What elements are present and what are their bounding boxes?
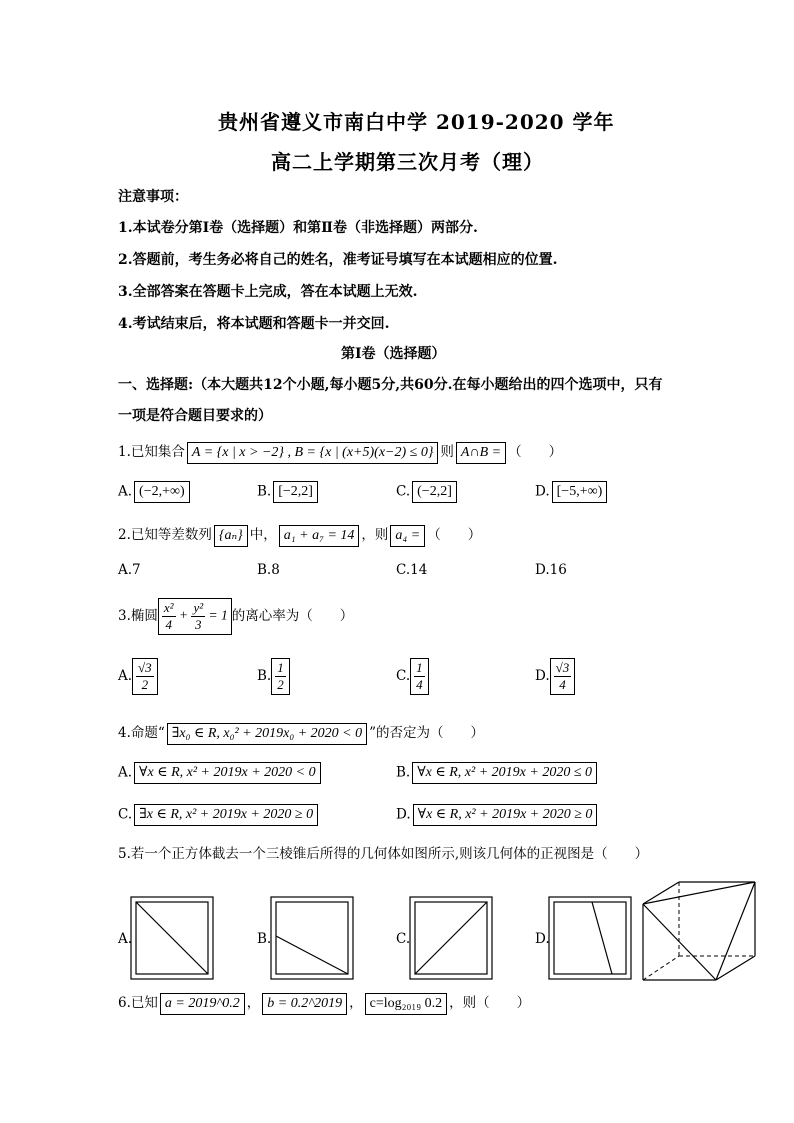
q2-option-b: B.8 bbox=[257, 562, 280, 578]
q2-math-sequence: {aₙ} bbox=[214, 525, 248, 547]
q5-option-d-view bbox=[548, 896, 632, 980]
question-2: 2.已知等差数列 {aₙ} 中， a₁ + a₇ = 14 ，则 a₄ = （ ） bbox=[118, 523, 481, 547]
q1-option-math: (−2,+∞) bbox=[134, 481, 190, 503]
q4-option-a: A. ∀x ∈ R, x² + 2019x + 2020 < 0 bbox=[118, 762, 323, 784]
q3-option-c: C. $\frac{1}{4}$ bbox=[396, 658, 429, 695]
q1-option-math: [−2,2] bbox=[273, 481, 318, 503]
section-intro-2: 一项是符合题目要求的） bbox=[118, 408, 272, 424]
q1-suffix: （ ） bbox=[508, 444, 563, 460]
notes-heading: 注意事项： bbox=[118, 189, 188, 205]
note-item: 3.全部答案在答题卡上完成，答在本试题上无效. bbox=[118, 284, 418, 300]
title-line-2: 高二上学期第三次月考（理） bbox=[271, 150, 544, 174]
q5-option-d-label: D. bbox=[535, 931, 550, 947]
q5-solid-figure bbox=[641, 880, 761, 982]
title-line-1: 贵州省遵义市南白中学 2019-2020 学年 bbox=[218, 110, 615, 134]
q1-prefix: 1.已知集合 bbox=[118, 444, 185, 460]
q3-option-a: A. $\frac{√3}{2}$ bbox=[118, 658, 158, 695]
note-item: 2.答题前，考生务必将自己的姓名，准考证号填写在本试题相应的位置. bbox=[118, 252, 558, 268]
q5-option-b-view bbox=[270, 896, 354, 980]
q2-math-condition: a₁ + a₇ = 14 bbox=[279, 525, 360, 547]
question-6: 6.已知 a = 2019^0.2 ， b = 0.2^2019 ， c=log₂₀₁₉ 0.2 ，则（ ） bbox=[118, 991, 530, 1015]
q5-option-c-view bbox=[409, 896, 493, 980]
q1-math-intersection: A∩B = bbox=[456, 442, 506, 464]
q4-option-c: C. ∃x ∈ R, x² + 2019x + 2020 ≥ 0 bbox=[118, 804, 320, 826]
q6-math-a: a = 2019^0.2 bbox=[160, 993, 245, 1015]
question-4: 4.命题“ ∃x₀ ∈ R, x₀² + 2019x₀ + 2020 < 0 ”的否定为（ ） bbox=[118, 721, 484, 745]
q1-option-math: (−2,2] bbox=[412, 481, 457, 503]
question-1 bbox=[118, 440, 562, 464]
q3-ellipse-equation: $\frac{\text{x²}}{4}$ + $\frac{\text{y²}}{3}$ = 1 bbox=[158, 598, 232, 635]
q4-option-d: D. ∀x ∈ R, x² + 2019x + 2020 ≥ 0 bbox=[396, 804, 599, 826]
q1-option-math: [−5,+∞) bbox=[552, 481, 608, 503]
q5-option-c-label: C. bbox=[396, 931, 411, 947]
q2-option-a: A.7 bbox=[118, 562, 141, 578]
question-3: 3.椭圆 $\frac{\text{x²}}{4}$ + $\frac{\text{y²}}{3}$ = 1 的离心率为（ ） bbox=[118, 598, 353, 635]
q1-math-sets: A = {x | x > −2} , B = {x | (x+5)(x−2) ≤ 0} bbox=[187, 442, 439, 464]
note-item: 4.考试结束后，将本试题和答题卡一并交回. bbox=[118, 316, 390, 332]
q2-option-c: C.14 bbox=[396, 562, 428, 578]
q2-option-d: D.16 bbox=[535, 562, 567, 578]
q6-math-b: b = 0.2^2019 bbox=[262, 993, 347, 1015]
section-title: 第Ⅰ卷（选择题） bbox=[341, 346, 446, 362]
q5-option-a-label: A. bbox=[118, 931, 133, 947]
section-intro-1: 一、选择题:（本大题共12个小题,每小题5分,共60分.在每小题给出的四个选项中，只有 bbox=[118, 377, 663, 393]
q4-math-proposition: ∃x₀ ∈ R, x₀² + 2019x₀ + 2020 < 0 bbox=[167, 723, 367, 745]
note-item: 1.本试卷分第Ⅰ卷（选择题）和第Ⅱ卷（非选择题）两部分. bbox=[118, 220, 478, 236]
q1-option-b: B. [−2,2] bbox=[257, 481, 320, 503]
q3-option-b: B. $\frac{1}{2}$ bbox=[257, 658, 290, 695]
q5-option-b-label: B. bbox=[257, 931, 272, 947]
q1-option-c: C. (−2,2] bbox=[396, 481, 459, 503]
q1-option-a: A. (−2,+∞) bbox=[118, 481, 192, 503]
q3-option-d: D. $\frac{√3}{4}$ bbox=[535, 658, 575, 695]
q2-math-target: a₄ = bbox=[390, 525, 425, 547]
q6-math-c: c=log₂₀₁₉ 0.2 bbox=[365, 993, 448, 1015]
q1-mid: 则 bbox=[440, 444, 454, 460]
q5-option-a-view bbox=[130, 896, 214, 980]
question-5: 5.若一个正方体截去一个三棱锥后所得的几何体如图所示,则该几何体的正视图是（ ） bbox=[118, 846, 649, 862]
q1-option-d: D. [−5,+∞) bbox=[535, 481, 609, 503]
q4-option-b: B. ∀x ∈ R, x² + 2019x + 2020 ≤ 0 bbox=[396, 762, 599, 784]
